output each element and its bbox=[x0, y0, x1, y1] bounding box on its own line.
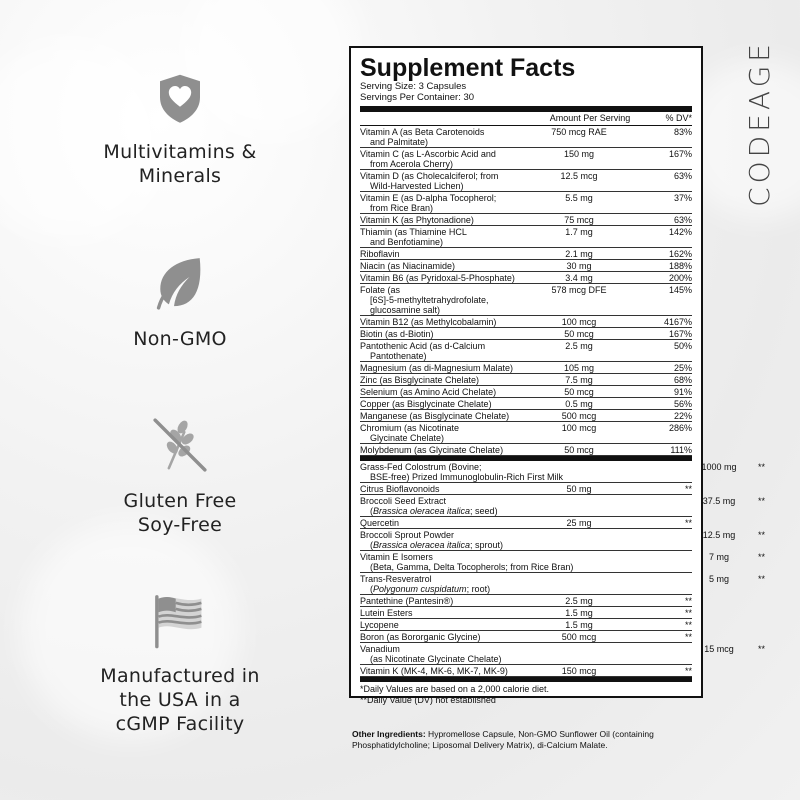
ingredient-amount: 50 mg bbox=[566, 484, 592, 494]
servings-per-container: Servings Per Container: 30 bbox=[360, 91, 475, 103]
ingredient-name-text: Vitamin K (MK-4, MK-6, MK-7, MK-9) bbox=[360, 666, 508, 676]
facts-row bbox=[360, 316, 692, 328]
ingredient-name bbox=[360, 530, 680, 550]
ingredient-amount: 0.5 mg bbox=[565, 399, 593, 409]
feature-made-in-usa bbox=[60, 590, 300, 736]
ingredient-dv: 91% bbox=[673, 387, 692, 397]
ingredient-amount: 1.7 mg bbox=[565, 227, 593, 237]
ingredient-name-continuation: Pantothenate) bbox=[370, 351, 427, 361]
leaf-icon bbox=[150, 253, 210, 313]
ingredient-name bbox=[360, 484, 540, 494]
ingredient-amount: 50 mcg bbox=[564, 329, 594, 339]
ingredient-amount: 12.5 mcg bbox=[560, 171, 598, 181]
ingredient-name-text: Riboflavin bbox=[360, 249, 400, 259]
ingredient-dv: 63% bbox=[673, 171, 692, 181]
serving-size: Serving Size: 3 Capsules bbox=[360, 81, 467, 92]
ingredient-name bbox=[360, 411, 540, 421]
ingredient-dv: 37% bbox=[673, 193, 692, 203]
facts-row bbox=[360, 284, 692, 316]
facts-row bbox=[360, 495, 766, 517]
ingredient-name-text: Vitamin A (as Beta Carotenoids bbox=[360, 127, 485, 137]
ingredient-dv: ** bbox=[758, 462, 766, 472]
other-rows bbox=[360, 461, 766, 677]
facts-row bbox=[360, 529, 766, 551]
ingredient-amount: 50 mcg bbox=[564, 445, 594, 455]
feature-gluten-free bbox=[60, 415, 300, 537]
ingredient-amount: 100 mcg bbox=[561, 423, 597, 433]
ingredient-name-text: Selenium (as Amino Acid Chelate) bbox=[360, 387, 497, 397]
ingredient-name-text: Niacin (as Niacinamide) bbox=[360, 261, 456, 271]
ingredient-amount: 100 mcg bbox=[561, 317, 597, 327]
ingredient-name bbox=[360, 285, 540, 315]
ingredient-amount: 2.1 mg bbox=[565, 249, 593, 259]
ingredient-name bbox=[360, 387, 540, 397]
facts-row bbox=[360, 148, 692, 170]
ingredient-name-continuation: (Brassica oleracea italica; seed) bbox=[370, 506, 498, 516]
facts-row bbox=[360, 386, 692, 398]
ingredient-name bbox=[360, 666, 540, 676]
ingredient-name bbox=[360, 632, 540, 642]
ingredient-name-text: Magnesium (as di-Magnesium Malate) bbox=[360, 363, 514, 373]
ingredient-name-continuation: from Acerola Cherry) bbox=[370, 159, 454, 169]
footnote-dv: *Daily Values are based on a 2,000 calorie diet. bbox=[360, 684, 549, 694]
ingredient-dv: 167% bbox=[668, 329, 692, 339]
ingredient-amount: 750 mcg RAE bbox=[551, 127, 607, 137]
ingredient-dv: 200% bbox=[668, 273, 692, 283]
us-flag-icon bbox=[150, 590, 210, 650]
ingredient-name bbox=[360, 596, 540, 606]
ingredient-name-continuation: BSE-free) Prized Immunoglobulin-Rich First Milk bbox=[370, 472, 564, 482]
ingredient-dv: ** bbox=[684, 632, 692, 642]
ingredient-name-text: Lycopene bbox=[360, 620, 399, 630]
ingredient-name-text: Vitamin E (as D-alpha Tocopherol; bbox=[360, 193, 497, 203]
other-ingredients-text: Hypromellose Capsule, Non-GMO Sunflower Oil (containing Phosphatidylcholine; Liposomal Delivery Matrix), di-Calcium Malate. bbox=[352, 729, 654, 750]
ingredient-name-text: Vitamin E Isomers bbox=[360, 552, 433, 562]
facts-row bbox=[360, 260, 692, 272]
feature-non-gmo bbox=[60, 253, 300, 351]
ingredient-name-text: Vitamin B12 (as Methylcobalamin) bbox=[360, 317, 497, 327]
ingredient-name bbox=[360, 317, 540, 327]
ingredient-amount: 500 mcg bbox=[561, 632, 597, 642]
ingredient-name-text: Zinc (as Bisglycinate Chelate) bbox=[360, 375, 480, 385]
ingredient-name bbox=[360, 363, 540, 373]
ingredient-dv: 142% bbox=[668, 227, 692, 237]
facts-row bbox=[360, 665, 692, 677]
feature-label: Manufactured in the USA in a cGMP Facility bbox=[100, 665, 260, 735]
ingredient-name-text: Folate (as bbox=[360, 285, 401, 295]
ingredient-dv: ** bbox=[684, 666, 692, 676]
ingredient-dv: ** bbox=[758, 644, 766, 654]
ingredient-dv: 167% bbox=[668, 149, 692, 159]
ingredient-dv: 50% bbox=[673, 341, 692, 351]
facts-row bbox=[360, 422, 692, 444]
vitamin-rows bbox=[360, 126, 692, 456]
col-dv: % DV* bbox=[665, 113, 692, 123]
ingredient-name bbox=[360, 574, 680, 594]
ingredient-dv: 83% bbox=[673, 127, 692, 137]
ingredient-dv: ** bbox=[758, 530, 766, 540]
ingredient-name bbox=[360, 375, 540, 385]
facts-row bbox=[360, 595, 692, 607]
ingredient-name bbox=[360, 423, 540, 443]
ingredient-dv: ** bbox=[758, 574, 766, 584]
ingredient-name bbox=[360, 620, 540, 630]
ingredient-amount: 5.5 mg bbox=[565, 193, 593, 203]
facts-row bbox=[360, 126, 692, 148]
facts-row bbox=[360, 573, 766, 595]
ingredient-name bbox=[360, 127, 540, 147]
ingredient-name-text: Biotin (as d-Biotin) bbox=[360, 329, 434, 339]
ingredient-name bbox=[360, 608, 540, 618]
ingredient-amount: 2.5 mg bbox=[565, 341, 593, 351]
ingredient-amount: 105 mg bbox=[563, 363, 595, 373]
brand-logo: CODEAGE bbox=[743, 40, 776, 207]
ingredient-name-text: Grass-Fed Colostrum (Bovine; bbox=[360, 462, 482, 472]
ingredient-name-continuation: and Palmitate) bbox=[370, 137, 429, 147]
ingredient-name bbox=[360, 227, 540, 247]
ingredient-name bbox=[360, 518, 540, 528]
facts-row bbox=[360, 340, 692, 362]
ingredient-name-text: Vitamin B6 (as Pyridoxal-5-Phosphate) bbox=[360, 273, 515, 283]
panel-title: Supplement Facts bbox=[360, 54, 576, 82]
ingredient-name bbox=[360, 171, 540, 191]
ingredient-name bbox=[360, 341, 540, 361]
ingredient-dv: 145% bbox=[668, 285, 692, 295]
facts-row bbox=[360, 619, 692, 631]
ingredient-name-text: Quercetin bbox=[360, 518, 400, 528]
facts-row bbox=[360, 461, 766, 483]
facts-row bbox=[360, 643, 766, 665]
ingredient-dv: 63% bbox=[673, 215, 692, 225]
ingredient-name-text: Copper (as Bisglycinate Chelate) bbox=[360, 399, 492, 409]
other-ingredients bbox=[352, 729, 712, 750]
ingredient-name bbox=[360, 552, 680, 572]
facts-row bbox=[360, 362, 692, 374]
ingredient-dv: ** bbox=[684, 620, 692, 630]
ingredient-amount: 30 mg bbox=[566, 261, 592, 271]
other-ingredients-label: Other Ingredients: bbox=[352, 729, 426, 739]
ingredient-amount: 15 mcg bbox=[704, 644, 734, 654]
ingredient-amount: 150 mg bbox=[563, 149, 595, 159]
ingredient-amount: 7 mg bbox=[708, 552, 729, 562]
ingredient-name-continuation: (Polygonum cuspidatum; root) bbox=[370, 584, 491, 594]
ingredient-amount: 7.5 mg bbox=[565, 375, 593, 385]
facts-row bbox=[360, 410, 692, 422]
feature-label: Multivitamins & Minerals bbox=[103, 141, 257, 187]
ingredient-dv: ** bbox=[684, 596, 692, 606]
facts-row bbox=[360, 248, 692, 260]
no-wheat-icon bbox=[150, 415, 210, 475]
ingredient-name-text: Manganese (as Bisglycinate Chelate) bbox=[360, 411, 510, 421]
ingredient-amount: 2.5 mg bbox=[565, 596, 593, 606]
ingredient-name-continuation: (as Nicotinate Glycinate Chelate) bbox=[370, 654, 502, 664]
facts-row bbox=[360, 444, 692, 456]
ingredient-name bbox=[360, 249, 540, 259]
ingredient-dv: ** bbox=[684, 484, 692, 494]
ingredient-name bbox=[360, 445, 540, 455]
ingredient-name bbox=[360, 329, 540, 339]
ingredient-name-text: Molybdenum (as Glycinate Chelate) bbox=[360, 445, 504, 455]
ingredient-dv: ** bbox=[758, 496, 766, 506]
ingredient-name-text: Vanadium bbox=[360, 644, 400, 654]
facts-row bbox=[360, 226, 692, 248]
ingredient-amount: 12.5 mg bbox=[702, 530, 736, 540]
facts-row bbox=[360, 398, 692, 410]
ingredient-amount: 500 mcg bbox=[561, 411, 597, 421]
facts-row bbox=[360, 607, 692, 619]
ingredient-amount: 50 mcg bbox=[564, 387, 594, 397]
ingredient-dv: 111% bbox=[670, 445, 692, 455]
ingredient-amount: 150 mcg bbox=[561, 666, 597, 676]
facts-row bbox=[360, 517, 692, 529]
ingredient-dv: 56% bbox=[673, 399, 692, 409]
ingredient-amount: 3.4 mg bbox=[565, 273, 593, 283]
ingredient-dv: 286% bbox=[668, 423, 692, 433]
ingredient-amount: 37.5 mg bbox=[702, 496, 736, 506]
ingredient-name-text: Vitamin D (as Cholecalciferol; from bbox=[360, 171, 499, 181]
facts-row bbox=[360, 170, 692, 192]
facts-row bbox=[360, 631, 692, 643]
feature-multivitamins bbox=[60, 70, 300, 188]
feature-label: Gluten Free Soy-Free bbox=[123, 490, 237, 536]
ingredient-amount: 25 mg bbox=[566, 518, 592, 528]
ingredient-name-continuation: (Beta, Gamma, Delta Tocopherols; from Rice Bran) bbox=[370, 562, 574, 572]
ingredient-amount: 1.5 mg bbox=[565, 608, 593, 618]
ingredient-name bbox=[360, 273, 540, 283]
ingredient-name-continuation: Glycinate Chelate) bbox=[370, 433, 445, 443]
ingredient-name bbox=[360, 149, 540, 169]
ingredient-name-continuation: Wild-Harvested Lichen) bbox=[370, 181, 464, 191]
ingredient-name-text: Pantothenic Acid (as d-Calcium bbox=[360, 341, 486, 351]
ingredient-name-text: Boron (as Bororganic Glycine) bbox=[360, 632, 481, 642]
ingredient-name-continuation: [6S]-5-methyltetrahydrofolate, glucosamine salt) bbox=[370, 295, 489, 315]
ingredient-amount: 1.5 mg bbox=[565, 620, 593, 630]
ingredient-name-text: Vitamin C (as L-Ascorbic Acid and bbox=[360, 149, 496, 159]
ingredient-amount: 1000 mg bbox=[701, 462, 737, 472]
facts-row bbox=[360, 551, 766, 573]
ingredient-name bbox=[360, 193, 540, 213]
ingredient-name-text: Trans-Resveratrol bbox=[360, 574, 432, 584]
ingredient-dv: ** bbox=[758, 552, 766, 562]
facts-row bbox=[360, 374, 692, 386]
ingredient-dv: 4167% bbox=[663, 317, 692, 327]
footnote-not-established: **Daily Value (DV) not established bbox=[360, 694, 496, 705]
ingredient-dv: 162% bbox=[668, 249, 692, 259]
ingredient-name-text: Broccoli Seed Extract bbox=[360, 496, 447, 506]
col-amount: Amount Per Serving bbox=[549, 113, 631, 123]
ingredient-name bbox=[360, 496, 680, 516]
ingredient-name-continuation: from Rice Bran) bbox=[370, 203, 434, 213]
facts-row bbox=[360, 272, 692, 284]
ingredient-dv: 25% bbox=[673, 363, 692, 373]
ingredient-name bbox=[360, 261, 540, 271]
ingredient-name-text: Vitamin K (as Phytonadione) bbox=[360, 215, 474, 225]
ingredient-dv: ** bbox=[684, 518, 692, 528]
ingredient-name bbox=[360, 399, 540, 409]
ingredient-name-text: Thiamin (as Thiamine HCL bbox=[360, 227, 467, 237]
ingredient-name-text: Lutein Esters bbox=[360, 608, 413, 618]
facts-row bbox=[360, 192, 692, 214]
ingredient-name-continuation: and Benfotiamine) bbox=[370, 237, 444, 247]
ingredient-dv: ** bbox=[684, 608, 692, 618]
ingredient-name bbox=[360, 462, 680, 482]
ingredient-amount: 5 mg bbox=[708, 574, 729, 584]
ingredient-name bbox=[360, 215, 540, 225]
ingredient-dv: 188% bbox=[668, 261, 692, 271]
ingredient-name-text: Pantethine (Pantesin®) bbox=[360, 596, 454, 606]
facts-row bbox=[360, 483, 692, 495]
feature-label: Non-GMO bbox=[133, 328, 227, 350]
facts-row bbox=[360, 328, 692, 340]
ingredient-amount: 75 mcg bbox=[564, 215, 594, 225]
ingredient-dv: 68% bbox=[673, 375, 692, 385]
ingredient-name-text: Citrus Bioflavonoids bbox=[360, 484, 440, 494]
facts-row bbox=[360, 214, 692, 226]
column-headers bbox=[360, 112, 692, 126]
heart-shield-icon bbox=[152, 70, 208, 126]
ingredient-amount: 578 mcg DFE bbox=[551, 285, 607, 295]
ingredient-name-text: Broccoli Sprout Powder bbox=[360, 530, 455, 540]
ingredient-name bbox=[360, 644, 680, 664]
ingredient-dv: 22% bbox=[673, 411, 692, 421]
ingredient-name-text: Chromium (as Nicotinate bbox=[360, 423, 460, 433]
ingredient-name-continuation: (Brassica oleracea italica; sprout) bbox=[370, 540, 504, 550]
